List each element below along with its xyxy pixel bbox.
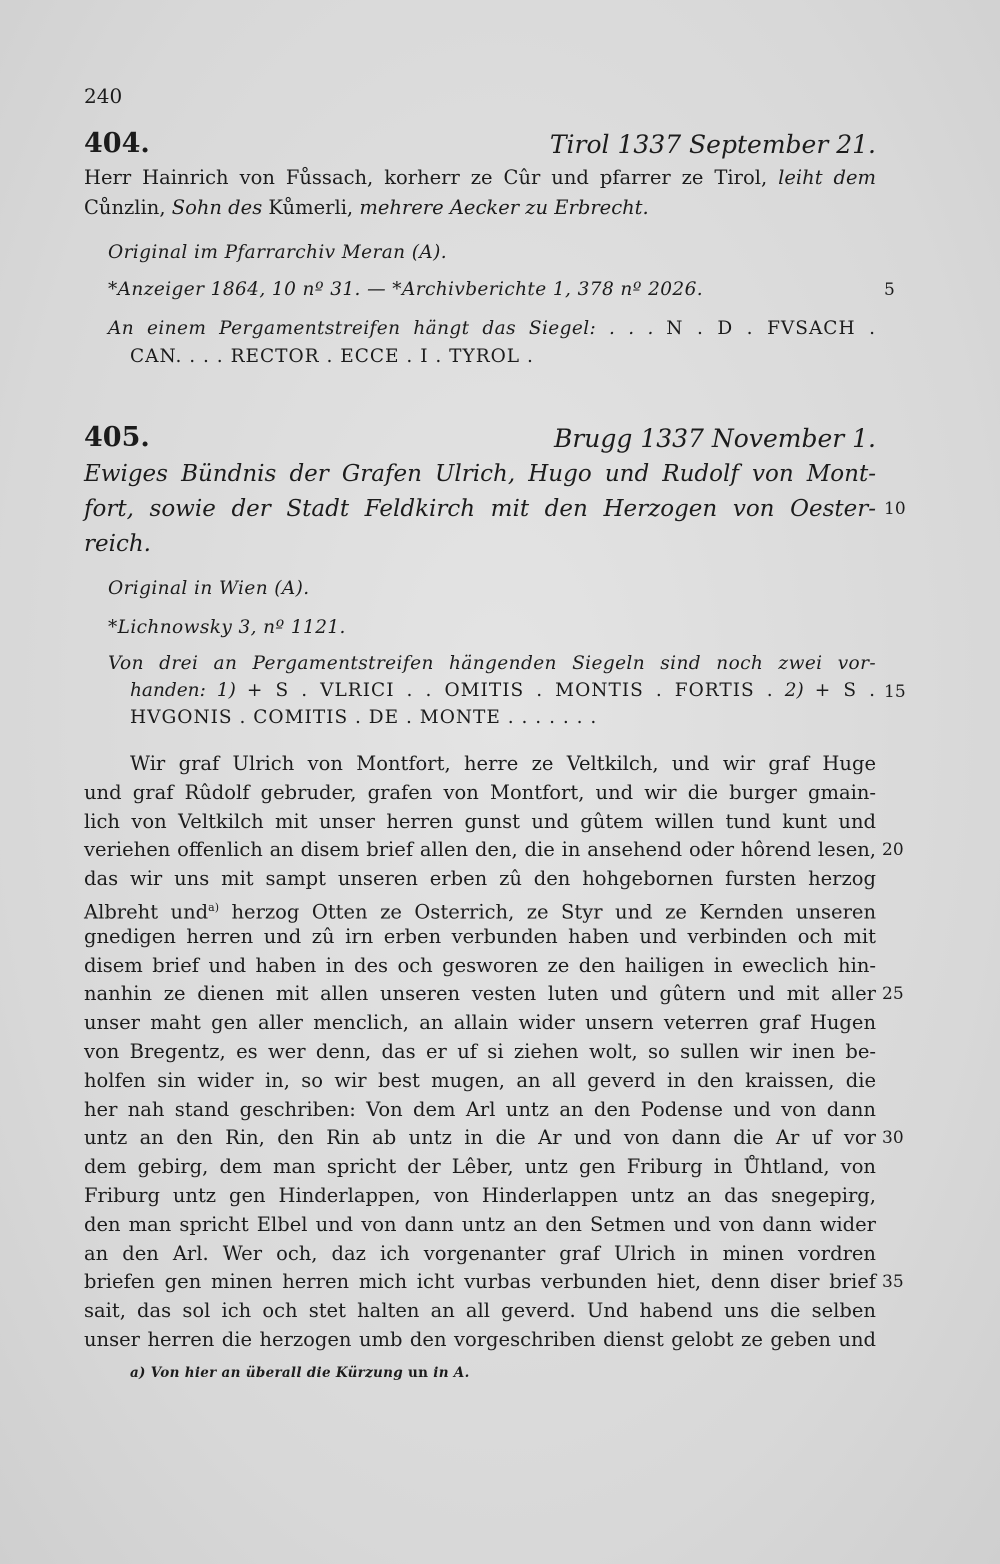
regest-line [84, 194, 876, 222]
text-segment: Albreht und [84, 900, 209, 924]
text-line: an den Arl. Wer och, daz ich vorgenanter graf Ulrich in minen vordren [84, 1241, 876, 1265]
text-line: unser herren die herzogen umb den vorgeschriben dienst gelobt ze geben und [84, 1328, 876, 1351]
line-number: 15 [884, 682, 906, 702]
text-line: den man spricht Elbel und von dann untz an den Setmen und von dann wider [84, 1212, 876, 1236]
seal-description: handen: 1) [130, 680, 236, 701]
doc-date-404: Tirol 1337 September 21. [549, 130, 876, 159]
line-number: 35 [882, 1272, 904, 1293]
line-number: 30 [882, 1128, 904, 1149]
regest-line: fort, sowie der Stadt Feldkirch mit den Herzogen von Oester- [84, 496, 876, 522]
footnote-text: in A. [433, 1365, 470, 1381]
text-line: untz an den Rin, den Rin ab untz in die Ar und von dann die Ar uf vor [84, 1126, 876, 1150]
regest-text: Kůmerli, [268, 196, 354, 219]
text-line: briefen gen minen herren mich icht vurbas verbunden hiet, denn diser brief [84, 1270, 876, 1294]
text-line: dem gebirg, dem man spricht der Lêber, untz gen Friburg in Ůhtland, von [84, 1155, 876, 1179]
footnote-marker: a) [130, 1365, 146, 1381]
regest-line [84, 164, 876, 192]
text-line: lich von Veltkilch mit unser herren gunst und gûtem willen tund kunt und [84, 809, 876, 833]
seal-inscription: CAN. . . . RECTOR . ECCE . I . TYROL . [130, 346, 534, 367]
footnote-reference: a) [208, 901, 219, 914]
text-line: her nah stand geschriben: Von dem Arl untz an den Podense und von dann [84, 1097, 876, 1121]
doc-number-404: 404. [84, 128, 150, 159]
original-note: Original im Pfarrarchiv Meran (A). [108, 242, 448, 263]
regest-text-italic: leiht dem [778, 166, 877, 189]
regest-text-italic: mehrere Aecker zu Erbrecht. [359, 196, 649, 219]
seal-note: Von drei an Pergamentstreifen hängenden Siegeln sind noch zwei vor- [108, 653, 876, 674]
text-line: sait, das sol ich och stet halten an all geverd. Und habend uns die selben [84, 1299, 876, 1323]
text-line: das wir uns mit sampt unseren erben zû den hohgebornen fursten herzog [84, 867, 876, 891]
regest-line: reich. [84, 531, 151, 557]
seal-inscription: N . D . FVSACH . [666, 318, 876, 339]
text-line: gnedigen herren und zû irn erben verbunden haben und verbinden och mit [84, 924, 876, 948]
doc-date-405: Brugg 1337 November 1. [553, 424, 876, 453]
footnote-text: un [408, 1365, 429, 1381]
line-number: 25 [882, 984, 904, 1005]
regest-text: Herr Hainrich von Fůssach, korherr ze Cûr und pfarrer ze Tirol, [84, 166, 768, 189]
text-line [84, 894, 876, 927]
regest-text: Cůnzlin, [84, 196, 166, 219]
text-line: und graf Rûdolf gebruder, grafen von Montfort, und wir die burger gmain- [84, 780, 876, 804]
seal-description: 2) [784, 680, 804, 701]
regest-line: Ewiges Bündnis der Grafen Ulrich, Hugo und Rudolf von Mont- [84, 461, 876, 487]
original-note: Original in Wien (A). [108, 578, 310, 599]
text-segment: herzog Otten ze Osterrich, ze Styr und ze Kernden unseren [219, 900, 877, 924]
text-line: veriehen offenlich an disem brief allen den, die in ansehend oder hôrend lesen, [84, 838, 876, 862]
seal-inscription: + S . VLRICI . . OMITIS . MONTIS . FORTIS . [246, 680, 774, 701]
seal-note [108, 315, 876, 343]
literature-note: *Anzeiger 1864, 10 nº 31. — *Archivberichte 1, 378 nº 2026. [108, 279, 704, 300]
text-line: disem brief und haben in des och gesworen ze den hailigen in eweclich hin- [84, 953, 876, 977]
text-line: holfen sin wider in, so wir best mugen, an all geverd in den kraissen, die [84, 1068, 876, 1092]
text-line: nanhin ze dienen mit allen unseren vesten luten und gûtern und mit aller [84, 982, 876, 1006]
footnote [130, 1365, 470, 1381]
line-number: 5 [884, 280, 895, 300]
doc-number-405: 405. [84, 422, 150, 453]
line-number: 20 [882, 840, 904, 861]
text-line: Friburg untz gen Hinderlappen, von Hinderlappen untz an das snegepirg, [84, 1184, 876, 1207]
text-line: unser maht gen aller menclich, an allain wider unsern veterren graf Hugen [84, 1011, 876, 1035]
text-line: von Bregentz, es wer denn, das er uf si ziehen wolt, so sullen wir inen be- [84, 1040, 876, 1063]
seal-description: An einem Pergamentstreifen hängt das Siegel: . . . [108, 318, 654, 339]
text-line: Wir graf Ulrich von Montfort, herre ze Veltkilch, und wir graf Huge [130, 752, 876, 775]
line-number: 10 [884, 499, 906, 519]
literature-note: *Lichnowsky 3, nº 1121. [108, 617, 346, 638]
page-number: 240 [84, 84, 123, 108]
seal-inscription: + S . [814, 680, 876, 701]
regest-text-italic: Sohn des [171, 196, 263, 219]
footnote-text: Von hier an überall die Kürzung [150, 1365, 404, 1381]
seal-inscription: HVGONIS . COMITIS . DE . MONTE . . . . . . . [130, 707, 598, 728]
seal-note [130, 677, 876, 705]
